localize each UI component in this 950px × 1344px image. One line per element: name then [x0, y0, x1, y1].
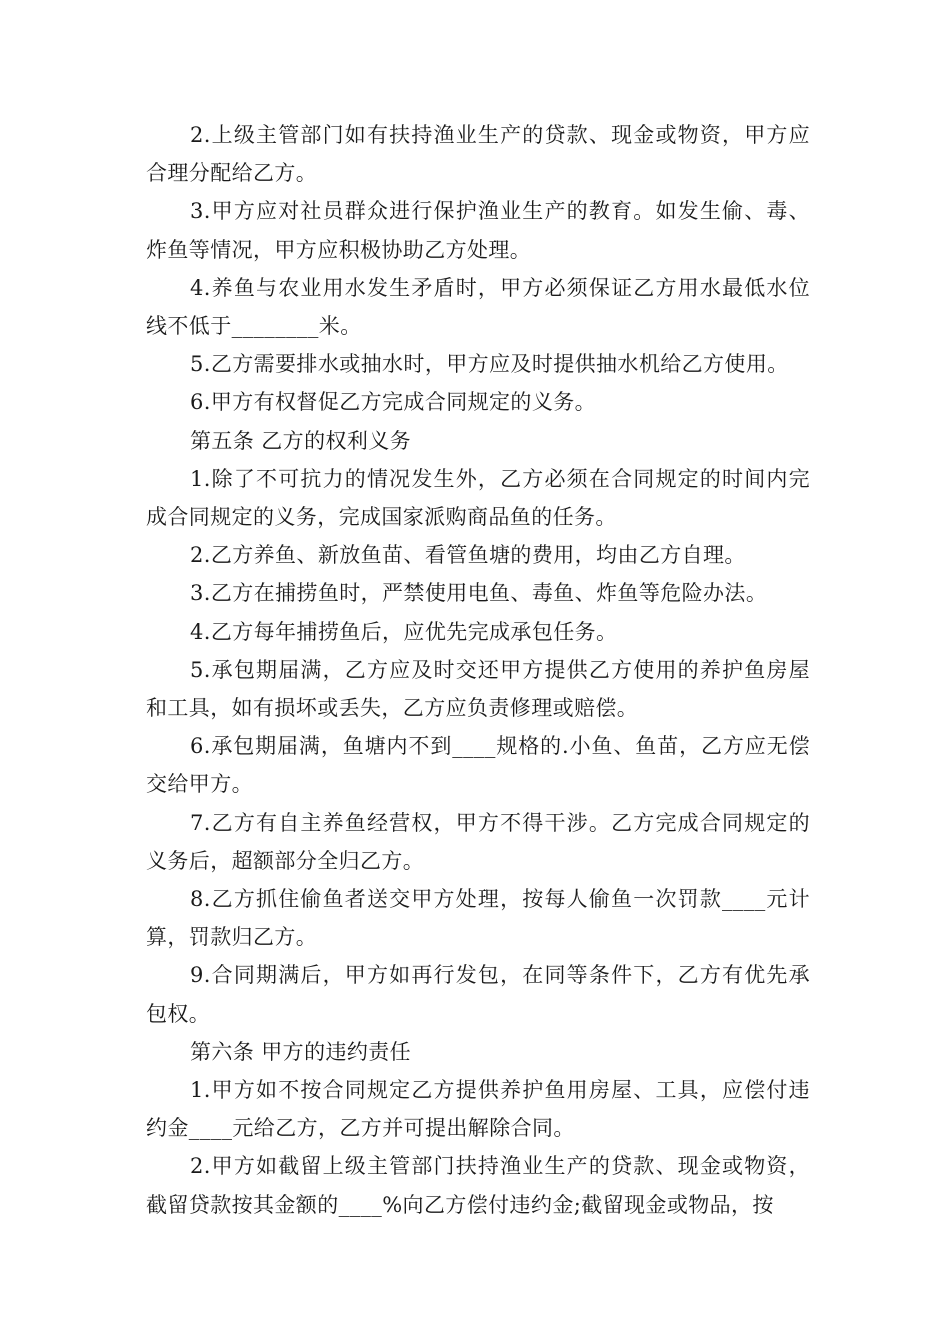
paragraph-clause-6-item-1: 1.甲方如不按合同规定乙方提供养护鱼用房屋、工具，应偿付违约金____元给乙方，乙方并可提出解除合同。: [146, 1078, 810, 1141]
paragraph-clause-5-item-2: 2.乙方养鱼、新放鱼苗、看管鱼塘的费用，均由乙方自理。: [190, 543, 746, 568]
paragraph-clause-6-item-2: 2.甲方如截留上级主管部门扶持渔业生产的贷款、现金或物资，截留贷款按其金额的____%向乙方偿付违约金;截留现金或物品，按: [146, 1154, 810, 1217]
paragraph-clause-5-item-8: 8.乙方抓住偷鱼者送交甲方处理，按每人偷鱼一次罚款____元计算，罚款归乙方。: [146, 887, 810, 950]
paragraph-clause-4-item-6: 6.甲方有权督促乙方完成合同规定的义务。: [190, 390, 597, 415]
paragraph-clause-5-item-6: 6.承包期届满，鱼塘内不到____规格的.小鱼、鱼苗，乙方应无偿交给甲方。: [146, 734, 810, 797]
paragraph-clause-5-item-1: 1.除了不可抗力的情况发生外，乙方必须在合同规定的时间内完成合同规定的义务，完成国家派购商品鱼的任务。: [146, 466, 810, 530]
paragraph-clause-4-item-5: 5.乙方需要排水或抽水时，甲方应及时提供抽水机给乙方使用。: [190, 352, 789, 377]
paragraph-clause-5-item-7: 7.乙方有自主养鱼经营权，甲方不得干涉。乙方完成合同规定的义务后，超额部分全归乙方。: [146, 810, 810, 873]
paragraph-clause-4-item-4: 4.养鱼与农业用水发生矛盾时，甲方必须保证乙方用水最低水位线不低于________米。: [146, 275, 810, 339]
document-body: [146, 116, 810, 1224]
paragraph-clause-5-item-9: 9.合同期满后，甲方如再行发包，在同等条件下，乙方有优先承包权。: [146, 963, 810, 1026]
paragraph-clause-5-item-4: 4.乙方每年捕捞鱼后，应优先完成承包任务。: [190, 619, 618, 644]
paragraph-clause-4-item-3: 3.甲方应对社员群众进行保护渔业生产的教育。如发生偷、毒、炸鱼等情况，甲方应积极协助乙方处理。: [146, 199, 810, 262]
paragraph-clause-5-item-3: 3.乙方在捕捞鱼时，严禁使用电鱼、毒鱼、炸鱼等危险办法。: [190, 581, 768, 606]
section-heading-clause-6: 第六条 甲方的违约责任: [190, 1039, 412, 1064]
paragraph-clause-5-item-5: 5.承包期届满，乙方应及时交还甲方提供乙方使用的养护鱼房屋和工具，如有损坏或丢失，乙方应负责修理或赔偿。: [146, 657, 810, 721]
section-heading-clause-5: 第五条 乙方的权利义务: [190, 428, 412, 453]
paragraph-clause-4-item-2: 2.上级主管部门如有扶持渔业生产的贷款、现金或物资，甲方应合理分配给乙方。: [146, 123, 810, 186]
